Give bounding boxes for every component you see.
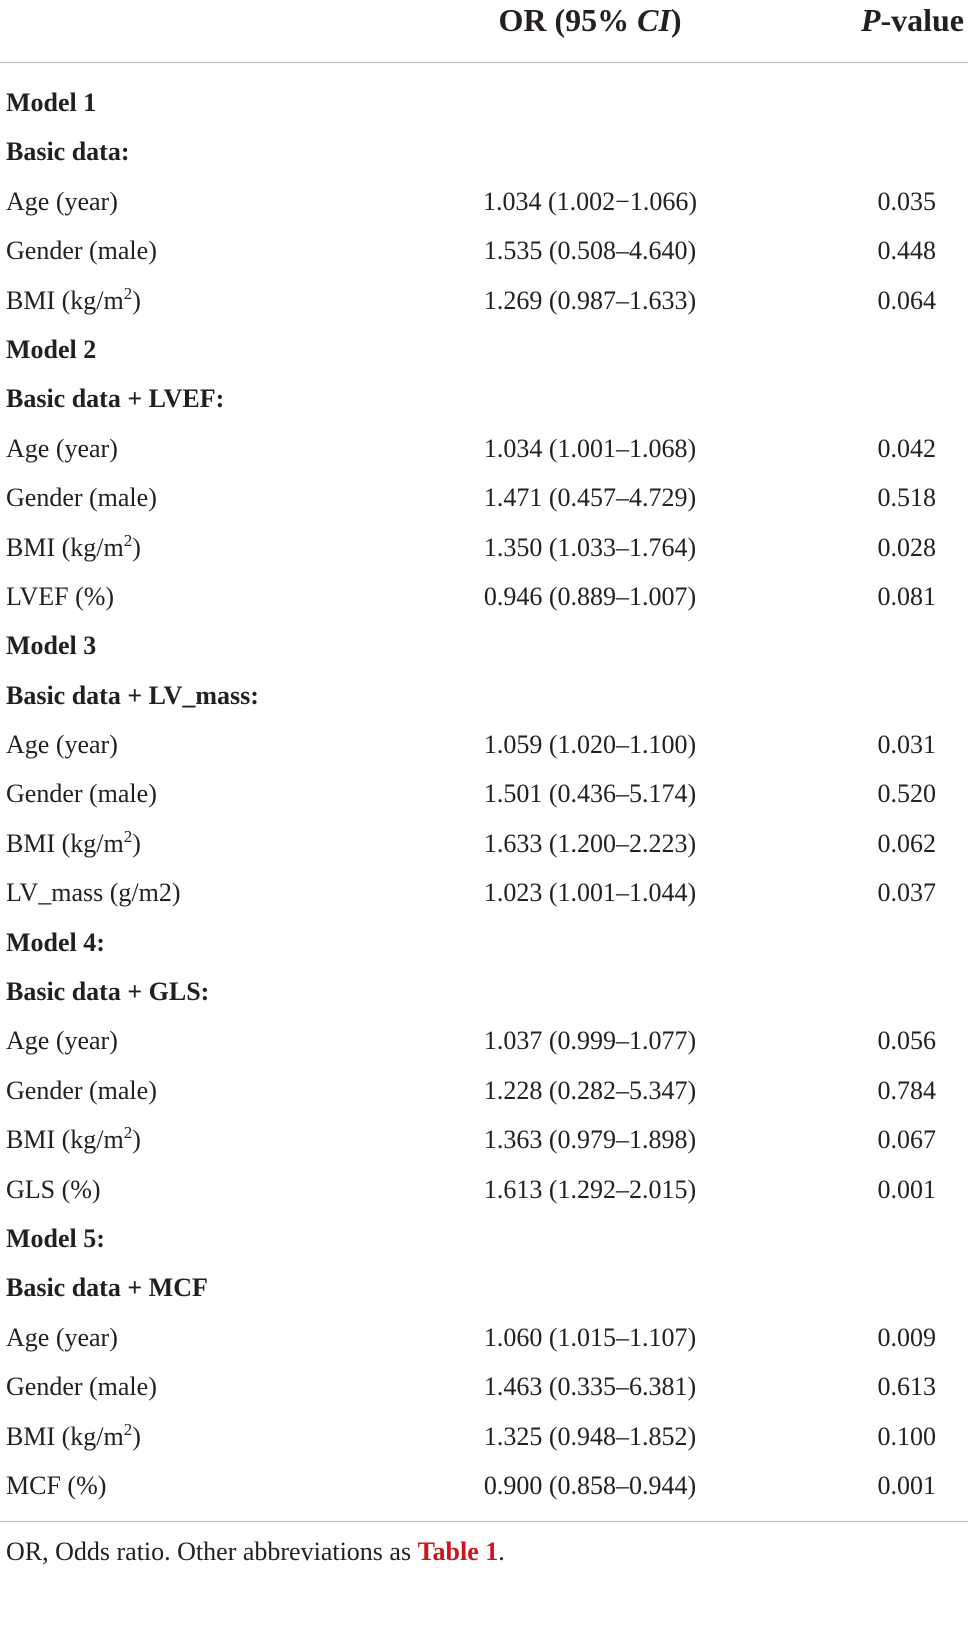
- variable-label: [6, 283, 141, 315]
- label-text: Age (year): [6, 730, 118, 760]
- table-row: [0, 826, 968, 880]
- table-1-link[interactable]: Table 1: [417, 1537, 499, 1566]
- table-row: [0, 530, 968, 584]
- group-heading-row: [0, 139, 968, 188]
- odds-ratio-cell: 1.350 (1.033–1.764): [483, 532, 697, 562]
- odds-ratio-cell: 1.363 (0.979–1.898): [483, 1125, 697, 1155]
- group-heading-row: [0, 979, 968, 1028]
- group-heading: [6, 334, 97, 364]
- label-text: Gender (male): [6, 1372, 157, 1402]
- variable-label: [6, 1123, 141, 1155]
- variable-label: [6, 186, 118, 216]
- p-value-cell: 0.784: [877, 1075, 936, 1105]
- odds-ratio-cell: 1.471 (0.457–4.729): [483, 483, 697, 513]
- label-text: Model 3: [6, 631, 97, 661]
- table-footnote: [6, 1537, 505, 1567]
- group-heading-row: [0, 1223, 968, 1275]
- table-row: [0, 1374, 968, 1423]
- p-value-cell: 0.100: [877, 1421, 936, 1451]
- p-value-cell: 0.035: [877, 186, 936, 216]
- variable-label: [6, 238, 157, 264]
- column-header-or: [380, 0, 800, 40]
- odds-ratio-cell: 1.269 (0.987–1.633): [483, 285, 697, 315]
- variable-label: [6, 1075, 157, 1105]
- odds-ratio-cell: 1.059 (1.020–1.100): [483, 730, 697, 760]
- group-heading-row: [0, 90, 968, 139]
- p-value-cell: 0.031: [877, 730, 936, 760]
- label-text: BMI (kg/m: [6, 1421, 124, 1451]
- label-text: BMI (kg/m: [6, 828, 124, 858]
- group-heading: [6, 633, 96, 659]
- label-text: BMI (kg/m: [6, 532, 124, 562]
- label-text: Basic data + LVEF:: [6, 384, 225, 414]
- p-value-cell: 0.009: [877, 1322, 936, 1352]
- group-heading: [6, 979, 209, 1005]
- table-header: [0, 0, 968, 63]
- label-text: Gender (male): [6, 1075, 157, 1105]
- p-value-cell: 0.518: [877, 483, 936, 513]
- label-suffix: ): [132, 285, 141, 315]
- table-row: [0, 1470, 968, 1522]
- label-text: Age (year): [6, 433, 118, 463]
- group-heading: [6, 927, 105, 957]
- variable-label: [6, 880, 181, 906]
- label-suffix: ): [132, 1421, 141, 1451]
- table-row: [0, 880, 968, 929]
- variable-label: [6, 581, 115, 611]
- odds-ratio-cell: 1.613 (1.292–2.015): [483, 1174, 697, 1204]
- label-text: Basic data + MCF: [6, 1273, 208, 1303]
- p-value-cell: 0.520: [877, 779, 936, 809]
- p-value-cell: 0.067: [877, 1125, 936, 1155]
- table-row: [0, 1123, 968, 1176]
- p-value-cell: 0.042: [877, 433, 936, 463]
- p-header-suffix: -value: [880, 2, 964, 38]
- label-superscript: 2: [123, 1123, 133, 1143]
- label-text: Basic data + GLS:: [6, 977, 210, 1007]
- label-text: Age (year): [6, 186, 118, 216]
- group-heading: [6, 1223, 105, 1253]
- label-text: Age (year): [6, 1322, 118, 1352]
- p-value-cell: 0.064: [877, 285, 936, 315]
- label-text: Model 1: [6, 88, 97, 117]
- label-text: MCF (%): [6, 1470, 107, 1500]
- p-value-cell: 0.001: [877, 1470, 936, 1500]
- label-text: BMI (kg/m: [6, 285, 124, 315]
- odds-ratio-cell: 1.023 (1.001–1.044): [483, 878, 697, 908]
- group-heading: [6, 386, 224, 412]
- p-header-italic: P: [860, 2, 881, 38]
- odds-ratio-cell: 1.535 (0.508–4.640): [483, 236, 697, 266]
- odds-ratio-cell: 1.037 (0.999–1.077): [483, 1026, 697, 1056]
- table-row: [0, 1419, 968, 1473]
- table-row: [0, 433, 968, 485]
- p-value-cell: 0.448: [877, 236, 936, 266]
- footer-divider: [0, 1521, 968, 1522]
- label-text: Model 4:: [6, 927, 105, 957]
- label-superscript: 2: [123, 283, 133, 303]
- p-value-cell: 0.062: [877, 828, 936, 858]
- odds-ratio-cell: 1.501 (0.436–5.174): [483, 779, 697, 809]
- label-text: Basic data + LV_mass:: [6, 680, 259, 710]
- odds-ratio-cell: 1.325 (0.948–1.852): [483, 1421, 697, 1451]
- variable-label: [6, 1419, 141, 1451]
- label-suffix: ): [132, 1125, 141, 1155]
- group-heading: [6, 90, 96, 116]
- variable-label: [6, 1028, 118, 1054]
- label-text: GLS (%): [6, 1174, 101, 1204]
- variable-label: [6, 1322, 118, 1352]
- variable-label: [6, 1374, 157, 1400]
- footnote-text: OR, Odds ratio. Other abbreviations as: [6, 1537, 418, 1566]
- p-value-cell: 0.001: [877, 1174, 936, 1204]
- variable-label: [6, 1174, 101, 1204]
- label-text: Gender (male): [6, 779, 157, 809]
- label-superscript: 2: [123, 1419, 133, 1439]
- odds-ratio-cell: 0.900 (0.858–0.944): [483, 1470, 697, 1500]
- variable-label: [6, 781, 157, 807]
- table-row: [0, 1322, 968, 1374]
- label-text: Gender (male): [6, 236, 157, 266]
- label-text: BMI (kg/m: [6, 1125, 124, 1155]
- group-heading-row: [0, 633, 968, 682]
- p-value-cell: 0.056: [877, 1026, 936, 1056]
- group-heading-row: [0, 927, 968, 979]
- variable-label: [6, 732, 118, 758]
- group-heading-row: [0, 334, 968, 386]
- label-text: LV_mass (g/m2): [6, 878, 181, 908]
- table-row: [0, 1174, 968, 1226]
- table-row: [0, 283, 968, 337]
- table-row: [0, 186, 968, 238]
- label-suffix: ): [132, 828, 141, 858]
- p-value-cell: 0.028: [877, 532, 936, 562]
- table-row: [0, 1075, 968, 1127]
- p-value-cell: 0.037: [877, 878, 936, 908]
- label-superscript: 2: [123, 530, 133, 550]
- label-superscript: 2: [123, 826, 133, 846]
- or-header-suffix: ): [670, 2, 682, 38]
- variable-label: [6, 485, 157, 511]
- table-row: [0, 581, 968, 633]
- label-text: LVEF (%): [6, 581, 115, 611]
- table-row: [0, 485, 968, 534]
- variable-label: [6, 530, 141, 562]
- label-text: Gender (male): [6, 483, 157, 513]
- footnote-period: .: [498, 1537, 505, 1566]
- group-heading: [6, 1275, 208, 1301]
- or-header-prefix: OR (95%: [498, 2, 638, 38]
- odds-ratio-cell: 1.060 (1.015–1.107): [483, 1322, 697, 1352]
- p-value-cell: 0.613: [877, 1372, 936, 1402]
- label-text: Basic data:: [6, 137, 130, 167]
- odds-ratio-cell: 1.633 (1.200–2.223): [483, 828, 697, 858]
- or-header-ci: CI: [637, 2, 671, 38]
- group-heading: [6, 139, 130, 165]
- column-header-p-value: [861, 0, 964, 40]
- odds-ratio-cell: 1.034 (1.002−1.066): [483, 186, 697, 216]
- odds-ratio-cell: 0.946 (0.889–1.007): [483, 581, 697, 611]
- label-suffix: ): [132, 532, 141, 562]
- label-text: Model 2: [6, 334, 97, 364]
- variable-label: [6, 1470, 107, 1500]
- group-heading-row: [0, 1275, 968, 1324]
- group-heading: [6, 680, 259, 710]
- variable-label: [6, 826, 141, 858]
- odds-ratio-cell: 1.228 (0.282–5.347): [483, 1075, 697, 1105]
- odds-ratio-cell: 1.463 (0.335–6.381): [483, 1372, 697, 1402]
- odds-ratio-cell: 1.034 (1.001–1.068): [483, 433, 697, 463]
- table-body: [0, 63, 968, 1522]
- variable-label: [6, 433, 118, 463]
- table-row: [0, 1028, 968, 1077]
- label-text: Age (year): [6, 1026, 118, 1056]
- label-text: Model 5:: [6, 1223, 105, 1253]
- table-row: [0, 781, 968, 830]
- group-heading-row: [0, 680, 968, 732]
- p-value-cell: 0.081: [877, 581, 936, 611]
- group-heading-row: [0, 386, 968, 435]
- table-row: [0, 238, 968, 287]
- table-row: [0, 732, 968, 781]
